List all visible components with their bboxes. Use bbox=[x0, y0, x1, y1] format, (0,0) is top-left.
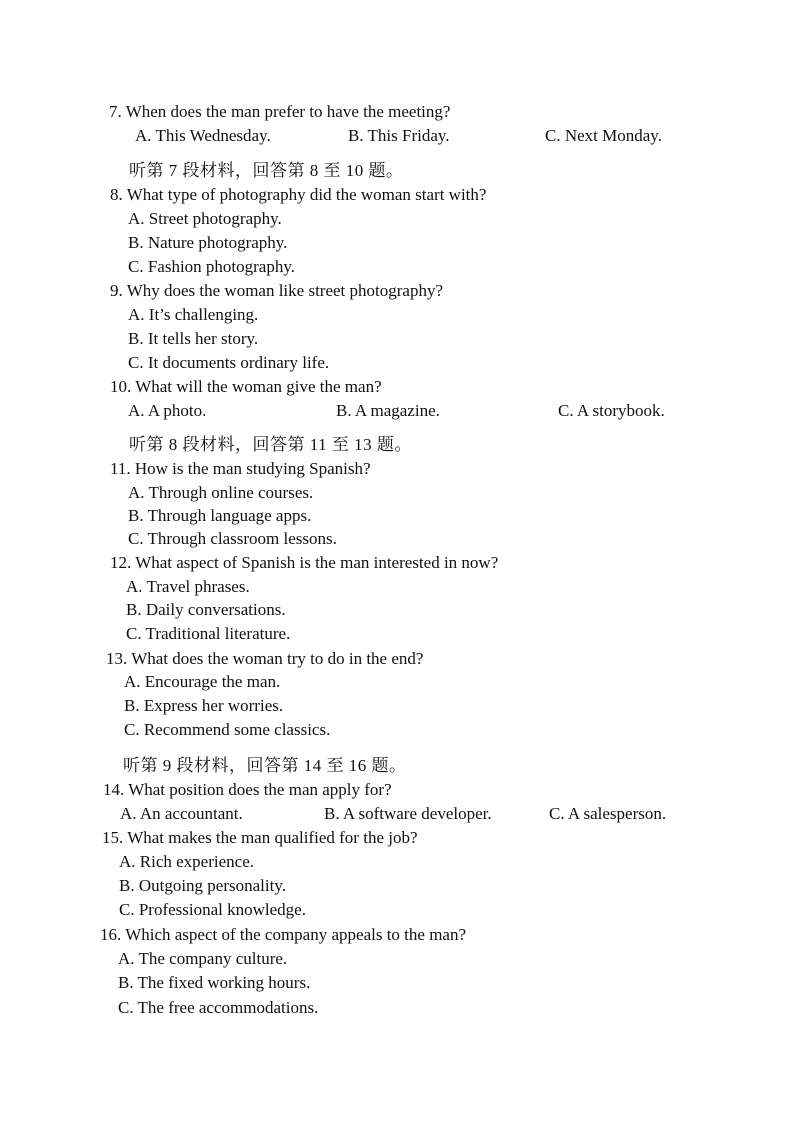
question-9: 9. Why does the woman like street photography? bbox=[110, 281, 443, 300]
q7-option-b: B. This Friday. bbox=[348, 126, 450, 145]
q9-option-b: B. It tells her story. bbox=[128, 329, 259, 348]
q8-option-a: A. Street photography. bbox=[128, 209, 282, 228]
q10-option-a: A. A photo. bbox=[128, 401, 207, 420]
q11-option-b: B. Through language apps. bbox=[128, 506, 312, 525]
q10-option-c: C. A storybook. bbox=[558, 401, 665, 420]
question-11: 11. How is the man studying Spanish? bbox=[110, 459, 371, 478]
q14-option-a: A. An accountant. bbox=[120, 804, 243, 823]
section-8-heading: 听第 8 段材料，回答第 11 至 13 题。 bbox=[129, 435, 412, 454]
q14-option-b: B. A software developer. bbox=[324, 804, 492, 823]
q11-option-c: C. Through classroom lessons. bbox=[128, 529, 337, 548]
q15-option-b: B. Outgoing personality. bbox=[119, 876, 286, 895]
q8-option-b: B. Nature photography. bbox=[128, 233, 288, 252]
question-13: 13. What does the woman try to do in the end? bbox=[106, 649, 424, 668]
section-9-heading: 听第 9 段材料，回答第 14 至 16 题。 bbox=[123, 756, 407, 775]
section-7-heading: 听第 7 段材料，回答第 8 至 10 题。 bbox=[129, 161, 404, 180]
q13-option-a: A. Encourage the man. bbox=[124, 672, 281, 691]
question-15: 15. What makes the man qualified for the job? bbox=[102, 828, 418, 847]
q15-option-c: C. Professional knowledge. bbox=[119, 900, 306, 919]
q16-option-c: C. The free accommodations. bbox=[118, 998, 319, 1017]
question-7: 7. When does the man prefer to have the meeting? bbox=[109, 102, 451, 121]
q15-option-a: A. Rich experience. bbox=[119, 852, 254, 871]
q12-option-a: A. Travel phrases. bbox=[126, 577, 250, 596]
q9-option-c: C. It documents ordinary life. bbox=[128, 353, 330, 372]
q13-option-c: C. Recommend some classics. bbox=[124, 720, 331, 739]
q9-option-a: A. It’s challenging. bbox=[128, 305, 259, 324]
q7-option-a: A. This Wednesday. bbox=[135, 126, 271, 145]
q8-option-c: C. Fashion photography. bbox=[128, 257, 296, 276]
q13-option-b: B. Express her worries. bbox=[124, 696, 284, 715]
question-16: 16. Which aspect of the company appeals to the man? bbox=[100, 925, 467, 944]
q14-option-c: C. A salesperson. bbox=[549, 804, 667, 823]
question-14: 14. What position does the man apply for? bbox=[103, 780, 392, 799]
q10-option-b: B. A magazine. bbox=[336, 401, 440, 420]
question-12: 12. What aspect of Spanish is the man interested in now? bbox=[110, 553, 499, 572]
q7-option-c: C. Next Monday. bbox=[545, 126, 662, 145]
q11-option-a: A. Through online courses. bbox=[128, 483, 314, 502]
q16-option-b: B. The fixed working hours. bbox=[118, 973, 311, 992]
q12-option-c: C. Traditional literature. bbox=[126, 624, 291, 643]
question-10: 10. What will the woman give the man? bbox=[110, 377, 382, 396]
q12-option-b: B. Daily conversations. bbox=[126, 600, 286, 619]
question-8: 8. What type of photography did the woman start with? bbox=[110, 185, 487, 204]
q16-option-a: A. The company culture. bbox=[118, 949, 288, 968]
